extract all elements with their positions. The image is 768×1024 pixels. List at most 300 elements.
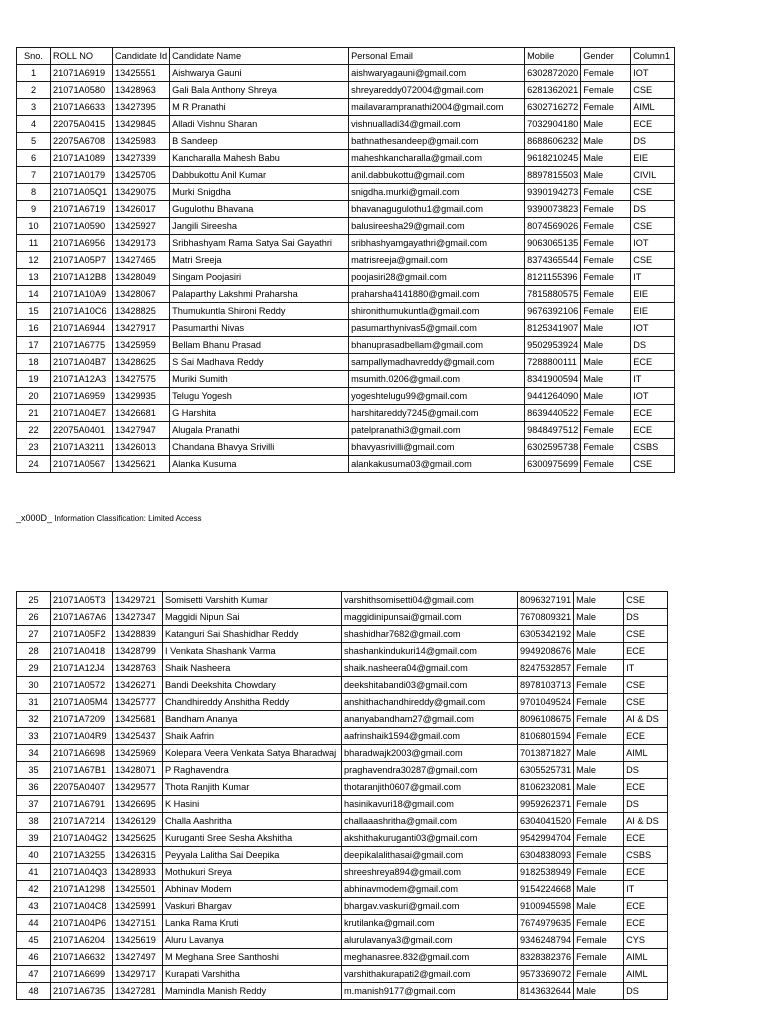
cell-column1: AIML: [624, 966, 668, 983]
cell-sno: 32: [17, 711, 51, 728]
classification-footer: [16, 513, 201, 523]
cell-roll-no: 21071A04G2: [51, 830, 113, 847]
cell-mobile: 9676392106: [525, 303, 581, 320]
cell-candidate-name: G Harshita: [170, 405, 349, 422]
cell-gender: Female: [581, 184, 631, 201]
cell-candidate-id: 13425619: [113, 932, 163, 949]
header-personal-email: Personal Email: [349, 48, 525, 65]
cell-gender: Female: [574, 694, 624, 711]
cell-candidate-id: 13427339: [113, 150, 170, 167]
table-row: [17, 643, 668, 660]
table-row: [17, 354, 675, 371]
cell-mobile: 8897815503: [525, 167, 581, 184]
cell-personal-email: deepikalalithasai@gmail.com: [342, 847, 518, 864]
cell-column1: IOT: [631, 235, 675, 252]
cell-sno: 19: [17, 371, 51, 388]
cell-sno: 38: [17, 813, 51, 830]
cell-mobile: 9100945598: [518, 898, 574, 915]
cell-gender: Female: [581, 456, 631, 473]
cell-sno: 11: [17, 235, 51, 252]
cell-personal-email: shironithumukuntla@gmail.com: [349, 303, 525, 320]
cell-personal-email: praharsha4141880@gmail.com: [349, 286, 525, 303]
cell-candidate-name: Mothukuri Sreya: [163, 864, 342, 881]
cell-candidate-name: Kolepara Veera Venkata Satya Bharadwaj: [163, 745, 342, 762]
cell-candidate-name: Thumukuntla Shironi Reddy: [170, 303, 349, 320]
cell-roll-no: 21071A0580: [51, 82, 113, 99]
table-row: [17, 864, 668, 881]
cell-roll-no: 21071A10C6: [51, 303, 113, 320]
cell-gender: Female: [574, 677, 624, 694]
cell-roll-no: 21071A04Q3: [51, 864, 113, 881]
table-row: [17, 82, 675, 99]
cell-gender: Female: [581, 82, 631, 99]
cell-candidate-name: Kurapati Varshitha: [163, 966, 342, 983]
cell-mobile: 8121155396: [525, 269, 581, 286]
cell-candidate-id: 13428763: [113, 660, 163, 677]
cell-sno: 42: [17, 881, 51, 898]
cell-column1: CSE: [631, 218, 675, 235]
cell-roll-no: 21071A3255: [51, 847, 113, 864]
cell-column1: DS: [624, 609, 668, 626]
cell-candidate-id: 13426017: [113, 201, 170, 218]
cell-candidate-name: P Raghavendra: [163, 762, 342, 779]
cell-column1: ECE: [624, 643, 668, 660]
cell-gender: Male: [574, 592, 624, 609]
cell-candidate-id: 13427151: [113, 915, 163, 932]
cell-column1: AIML: [624, 745, 668, 762]
cell-roll-no: 22075A6708: [51, 133, 113, 150]
cell-candidate-id: 13425501: [113, 881, 163, 898]
cell-candidate-name: Muriki Sumith: [170, 371, 349, 388]
cell-column1: DS: [624, 796, 668, 813]
cell-candidate-name: Somisetti Varshith Kumar: [163, 592, 342, 609]
cell-candidate-id: 13425437: [113, 728, 163, 745]
cell-gender: Female: [581, 201, 631, 218]
cell-sno: 1: [17, 65, 51, 82]
table-row: [17, 150, 675, 167]
cell-candidate-id: 13427465: [113, 252, 170, 269]
cell-mobile: 7815880575: [525, 286, 581, 303]
table-row: [17, 269, 675, 286]
cell-personal-email: abhinavmodem@gmail.com: [342, 881, 518, 898]
cell-candidate-id: 13427347: [113, 609, 163, 626]
cell-candidate-name: Chandana Bhavya Srivilli: [170, 439, 349, 456]
cell-column1: ECE: [624, 728, 668, 745]
cell-candidate-name: Murki Snigdha: [170, 184, 349, 201]
cell-gender: Male: [581, 116, 631, 133]
cell-sno: 16: [17, 320, 51, 337]
header-mobile: Mobile: [525, 48, 581, 65]
table-row: [17, 609, 668, 626]
table-row: [17, 694, 668, 711]
cell-sno: 33: [17, 728, 51, 745]
cell-mobile: 9502953924: [525, 337, 581, 354]
cell-mobile: 6304838093: [518, 847, 574, 864]
table-row: [17, 405, 675, 422]
cell-roll-no: 21071A0418: [51, 643, 113, 660]
table-row: [17, 592, 668, 609]
cell-candidate-id: 13428067: [113, 286, 170, 303]
cell-mobile: 6305342192: [518, 626, 574, 643]
cell-gender: Female: [574, 830, 624, 847]
cell-column1: CSE: [624, 694, 668, 711]
cell-personal-email: hasinikavuri18@gmail.com: [342, 796, 518, 813]
cell-personal-email: patelpranathi3@gmail.com: [349, 422, 525, 439]
cell-gender: Female: [574, 864, 624, 881]
cell-candidate-id: 13428049: [113, 269, 170, 286]
cell-gender: Male: [581, 337, 631, 354]
cell-mobile: 9949208676: [518, 643, 574, 660]
cell-personal-email: anil.dabbukottu@gmail.com: [349, 167, 525, 184]
cell-roll-no: 21071A7209: [51, 711, 113, 728]
cell-mobile: 9573369072: [518, 966, 574, 983]
cell-roll-no: 21071A6959: [51, 388, 113, 405]
cell-mobile: 8106232081: [518, 779, 574, 796]
cell-candidate-name: Bellam Bhanu Prasad: [170, 337, 349, 354]
cell-candidate-name: Maggidi Nipun Sai: [163, 609, 342, 626]
cell-column1: DS: [631, 337, 675, 354]
cell-mobile: 9346248794: [518, 932, 574, 949]
cell-mobile: 8328382376: [518, 949, 574, 966]
cell-roll-no: 21071A05T3: [51, 592, 113, 609]
cell-sno: 36: [17, 779, 51, 796]
table-row: [17, 99, 675, 116]
cell-roll-no: 21071A6944: [51, 320, 113, 337]
cell-sno: 26: [17, 609, 51, 626]
cell-candidate-name: Kancharalla Mahesh Babu: [170, 150, 349, 167]
cell-candidate-id: 13426695: [113, 796, 163, 813]
cell-column1: DS: [631, 201, 675, 218]
cell-mobile: 8688606232: [525, 133, 581, 150]
cell-gender: Female: [574, 711, 624, 728]
cell-gender: Female: [574, 813, 624, 830]
cell-roll-no: 21071A6775: [51, 337, 113, 354]
cell-column1: AIML: [631, 99, 675, 116]
cell-candidate-name: B Sandeep: [170, 133, 349, 150]
cell-mobile: 9390073823: [525, 201, 581, 218]
cell-gender: Male: [574, 779, 624, 796]
cell-sno: 7: [17, 167, 51, 184]
cell-gender: Female: [581, 439, 631, 456]
cell-gender: Female: [574, 847, 624, 864]
cell-roll-no: 21071A6204: [51, 932, 113, 949]
cell-personal-email: mailavarampranathi2004@gmail.com: [349, 99, 525, 116]
table-row: [17, 677, 668, 694]
cell-gender: Female: [581, 422, 631, 439]
cell-column1: CSE: [624, 626, 668, 643]
cell-mobile: 7032904180: [525, 116, 581, 133]
cell-candidate-name: Jangili Sireesha: [170, 218, 349, 235]
cell-candidate-id: 13429845: [113, 116, 170, 133]
cell-mobile: 8106801594: [518, 728, 574, 745]
cell-candidate-id: 13427575: [113, 371, 170, 388]
cell-personal-email: bharadwajk2003@gmail.com: [342, 745, 518, 762]
table-row: [17, 167, 675, 184]
table-row: [17, 439, 675, 456]
cell-candidate-name: Shaik Aafrin: [163, 728, 342, 745]
cell-column1: CSE: [631, 184, 675, 201]
cell-personal-email: snigdha.murki@gmail.com: [349, 184, 525, 201]
cell-sno: 5: [17, 133, 51, 150]
cell-sno: 40: [17, 847, 51, 864]
cell-personal-email: shaik.nasheera04@gmail.com: [342, 660, 518, 677]
cell-candidate-name: Sribhashyam Rama Satya Sai Gayathri: [170, 235, 349, 252]
cell-gender: Female: [574, 660, 624, 677]
cell-sno: 17: [17, 337, 51, 354]
cell-personal-email: praghavendra30287@gmail.com: [342, 762, 518, 779]
cell-roll-no: 21071A6719: [51, 201, 113, 218]
cell-gender: Female: [581, 269, 631, 286]
cell-candidate-id: 13425621: [113, 456, 170, 473]
cell-personal-email: bhavanagugulothu1@gmail.com: [349, 201, 525, 218]
cell-roll-no: 21071A6735: [51, 983, 113, 1000]
cell-personal-email: vishnualladi34@gmail.com: [349, 116, 525, 133]
cell-candidate-id: 13426271: [113, 677, 163, 694]
cell-personal-email: thotaranjith0607@gmail.com: [342, 779, 518, 796]
cell-personal-email: shashidhar7682@gmail.com: [342, 626, 518, 643]
cell-sno: 14: [17, 286, 51, 303]
cell-candidate-id: 13429075: [113, 184, 170, 201]
table-row: [17, 371, 675, 388]
cell-roll-no: 21071A05Q1: [51, 184, 113, 201]
cell-personal-email: anshithachandhireddy@gmail.com: [342, 694, 518, 711]
cell-sno: 8: [17, 184, 51, 201]
cell-gender: Male: [581, 354, 631, 371]
cell-roll-no: 21071A67B1: [51, 762, 113, 779]
cell-roll-no: 21071A12A3: [51, 371, 113, 388]
cell-mobile: 8096108675: [518, 711, 574, 728]
table-row: [17, 796, 668, 813]
cell-column1: ECE: [624, 915, 668, 932]
table-row: [17, 898, 668, 915]
cell-column1: CSE: [631, 82, 675, 99]
cell-sno: 20: [17, 388, 51, 405]
table-body-page-2: [17, 592, 668, 1000]
cell-gender: Male: [581, 167, 631, 184]
cell-roll-no: 21071A67A6: [51, 609, 113, 626]
cell-candidate-name: Gali Bala Anthony Shreya: [170, 82, 349, 99]
table-row: [17, 830, 668, 847]
cell-column1: IT: [624, 881, 668, 898]
header-row: [17, 48, 675, 65]
cell-candidate-name: Shaik Nasheera: [163, 660, 342, 677]
cell-personal-email: bhanuprasadbellam@gmail.com: [349, 337, 525, 354]
cell-candidate-id: 13427497: [113, 949, 163, 966]
cell-mobile: 8074569026: [525, 218, 581, 235]
cell-mobile: 9441264090: [525, 388, 581, 405]
cell-column1: ECE: [624, 830, 668, 847]
cell-column1: IT: [631, 269, 675, 286]
cell-candidate-id: 13426013: [113, 439, 170, 456]
header-sno: Sno.: [17, 48, 51, 65]
cell-column1: IOT: [631, 388, 675, 405]
cell-personal-email: krutilanka@gmail.com: [342, 915, 518, 932]
cell-column1: AIML: [624, 949, 668, 966]
cell-sno: 2: [17, 82, 51, 99]
cell-candidate-id: 13427281: [113, 983, 163, 1000]
cell-gender: Female: [574, 728, 624, 745]
cell-column1: ECE: [631, 354, 675, 371]
table-row: [17, 456, 675, 473]
cell-candidate-id: 13429577: [113, 779, 163, 796]
cell-mobile: 9542994704: [518, 830, 574, 847]
cell-column1: CIVIL: [631, 167, 675, 184]
cell-column1: ECE: [631, 116, 675, 133]
cell-personal-email: bhavyasrivilli@gmail.com: [349, 439, 525, 456]
cell-personal-email: yogeshtelugu99@gmail.com: [349, 388, 525, 405]
cell-mobile: 8125341907: [525, 320, 581, 337]
table-row: [17, 762, 668, 779]
table-row: [17, 626, 668, 643]
cell-candidate-id: 13429173: [113, 235, 170, 252]
cell-candidate-id: 13428825: [113, 303, 170, 320]
cell-mobile: 6300975699: [525, 456, 581, 473]
cell-sno: 31: [17, 694, 51, 711]
cell-gender: Female: [581, 405, 631, 422]
cell-roll-no: 21071A0179: [51, 167, 113, 184]
cell-candidate-name: Singam Poojasiri: [170, 269, 349, 286]
cell-column1: ECE: [624, 779, 668, 796]
cell-sno: 46: [17, 949, 51, 966]
cell-personal-email: varshithakurapati2@gmail.com: [342, 966, 518, 983]
cell-candidate-name: Dabbukottu Anil Kumar: [170, 167, 349, 184]
cell-personal-email: ananyabandham27@gmail.com: [342, 711, 518, 728]
cell-column1: DS: [624, 983, 668, 1000]
cell-roll-no: 21071A04E7: [51, 405, 113, 422]
cell-mobile: 9701049524: [518, 694, 574, 711]
cell-personal-email: challaaashritha@gmail.com: [342, 813, 518, 830]
cell-candidate-id: 13427395: [113, 99, 170, 116]
cell-roll-no: 21071A12J4: [51, 660, 113, 677]
cell-gender: Female: [581, 252, 631, 269]
cell-gender: Female: [581, 65, 631, 82]
cell-mobile: 8143632644: [518, 983, 574, 1000]
cell-roll-no: 21071A6956: [51, 235, 113, 252]
table-row: [17, 320, 675, 337]
cell-roll-no: 21071A3211: [51, 439, 113, 456]
table-row: [17, 303, 675, 320]
cell-roll-no: 22075A0415: [51, 116, 113, 133]
cell-personal-email: aafrinshaik1594@gmail.com: [342, 728, 518, 745]
cell-gender: Male: [581, 388, 631, 405]
cell-candidate-name: Matri Sreeja: [170, 252, 349, 269]
cell-candidate-name: Aishwarya Gauni: [170, 65, 349, 82]
table-row: [17, 983, 668, 1000]
cell-candidate-id: 13426681: [113, 405, 170, 422]
cell-column1: CSBS: [624, 847, 668, 864]
cell-mobile: 7013871827: [518, 745, 574, 762]
cell-sno: 30: [17, 677, 51, 694]
cell-gender: Male: [574, 898, 624, 915]
cell-candidate-name: Alladi Vishnu Sharan: [170, 116, 349, 133]
cell-candidate-name: Challa Aashritha: [163, 813, 342, 830]
cell-candidate-name: Lanka Rama Kruti: [163, 915, 342, 932]
cell-sno: 41: [17, 864, 51, 881]
cell-mobile: 9618210245: [525, 150, 581, 167]
table-row: [17, 133, 675, 150]
cell-column1: DS: [624, 762, 668, 779]
cell-candidate-id: 13425681: [113, 711, 163, 728]
table-row: [17, 116, 675, 133]
cell-sno: 10: [17, 218, 51, 235]
cell-roll-no: 21071A0567: [51, 456, 113, 473]
cell-candidate-name: Pasumarthi Nivas: [170, 320, 349, 337]
cell-sno: 9: [17, 201, 51, 218]
cell-sno: 37: [17, 796, 51, 813]
cell-roll-no: 21071A6632: [51, 949, 113, 966]
cell-column1: IT: [631, 371, 675, 388]
cell-personal-email: maggidinipunsai@gmail.com: [342, 609, 518, 626]
cell-mobile: 9848497512: [525, 422, 581, 439]
cell-gender: Female: [574, 796, 624, 813]
cell-personal-email: sampallymadhavreddy@gmail.com: [349, 354, 525, 371]
cell-column1: ECE: [631, 422, 675, 439]
cell-candidate-id: 13425969: [113, 745, 163, 762]
cell-personal-email: alankakusuma03@gmail.com: [349, 456, 525, 473]
footer-code: _x000D_: [16, 513, 53, 523]
cell-personal-email: shreyareddy072004@gmail.com: [349, 82, 525, 99]
cell-candidate-name: Gugulothu Bhavana: [170, 201, 349, 218]
cell-roll-no: 21071A10A9: [51, 286, 113, 303]
cell-candidate-id: 13425927: [113, 218, 170, 235]
cell-personal-email: sribhashyamgayathri@gmail.com: [349, 235, 525, 252]
cell-personal-email: maheshkancharalla@gmail.com: [349, 150, 525, 167]
cell-candidate-name: Telugu Yogesh: [170, 388, 349, 405]
student-table-page-2: [16, 591, 668, 1000]
cell-candidate-name: M R Pranathi: [170, 99, 349, 116]
cell-sno: 29: [17, 660, 51, 677]
table-row: [17, 745, 668, 762]
table-row: [17, 65, 675, 82]
cell-mobile: 8247532857: [518, 660, 574, 677]
cell-roll-no: 21071A6633: [51, 99, 113, 116]
header-candidate-name: Candidate Name: [170, 48, 349, 65]
cell-personal-email: m.manish9177@gmail.com: [342, 983, 518, 1000]
cell-column1: CSE: [631, 252, 675, 269]
table-row: [17, 201, 675, 218]
cell-gender: Male: [574, 609, 624, 626]
cell-gender: Male: [574, 881, 624, 898]
cell-mobile: 8341900594: [525, 371, 581, 388]
cell-sno: 15: [17, 303, 51, 320]
table-row: [17, 966, 668, 983]
cell-mobile: 6305525731: [518, 762, 574, 779]
cell-gender: Male: [574, 983, 624, 1000]
cell-candidate-name: Kuruganti Sree Sesha Akshitha: [163, 830, 342, 847]
table-row: [17, 949, 668, 966]
cell-sno: 3: [17, 99, 51, 116]
cell-sno: 21: [17, 405, 51, 422]
cell-sno: 35: [17, 762, 51, 779]
cell-column1: ECE: [624, 864, 668, 881]
cell-column1: IT: [624, 660, 668, 677]
cell-sno: 43: [17, 898, 51, 915]
cell-column1: ECE: [631, 405, 675, 422]
cell-candidate-name: M Meghana Sree Santhoshi: [163, 949, 342, 966]
cell-column1: EIE: [631, 303, 675, 320]
cell-gender: Female: [574, 932, 624, 949]
cell-roll-no: 21071A6791: [51, 796, 113, 813]
cell-sno: 23: [17, 439, 51, 456]
cell-candidate-name: Thota Ranjith Kumar: [163, 779, 342, 796]
cell-gender: Female: [581, 99, 631, 116]
cell-personal-email: meghanasree.832@gmail.com: [342, 949, 518, 966]
cell-gender: Female: [581, 218, 631, 235]
cell-mobile: 9390194273: [525, 184, 581, 201]
cell-column1: ECE: [624, 898, 668, 915]
cell-mobile: 7674979635: [518, 915, 574, 932]
cell-personal-email: msumith.0206@gmail.com: [349, 371, 525, 388]
